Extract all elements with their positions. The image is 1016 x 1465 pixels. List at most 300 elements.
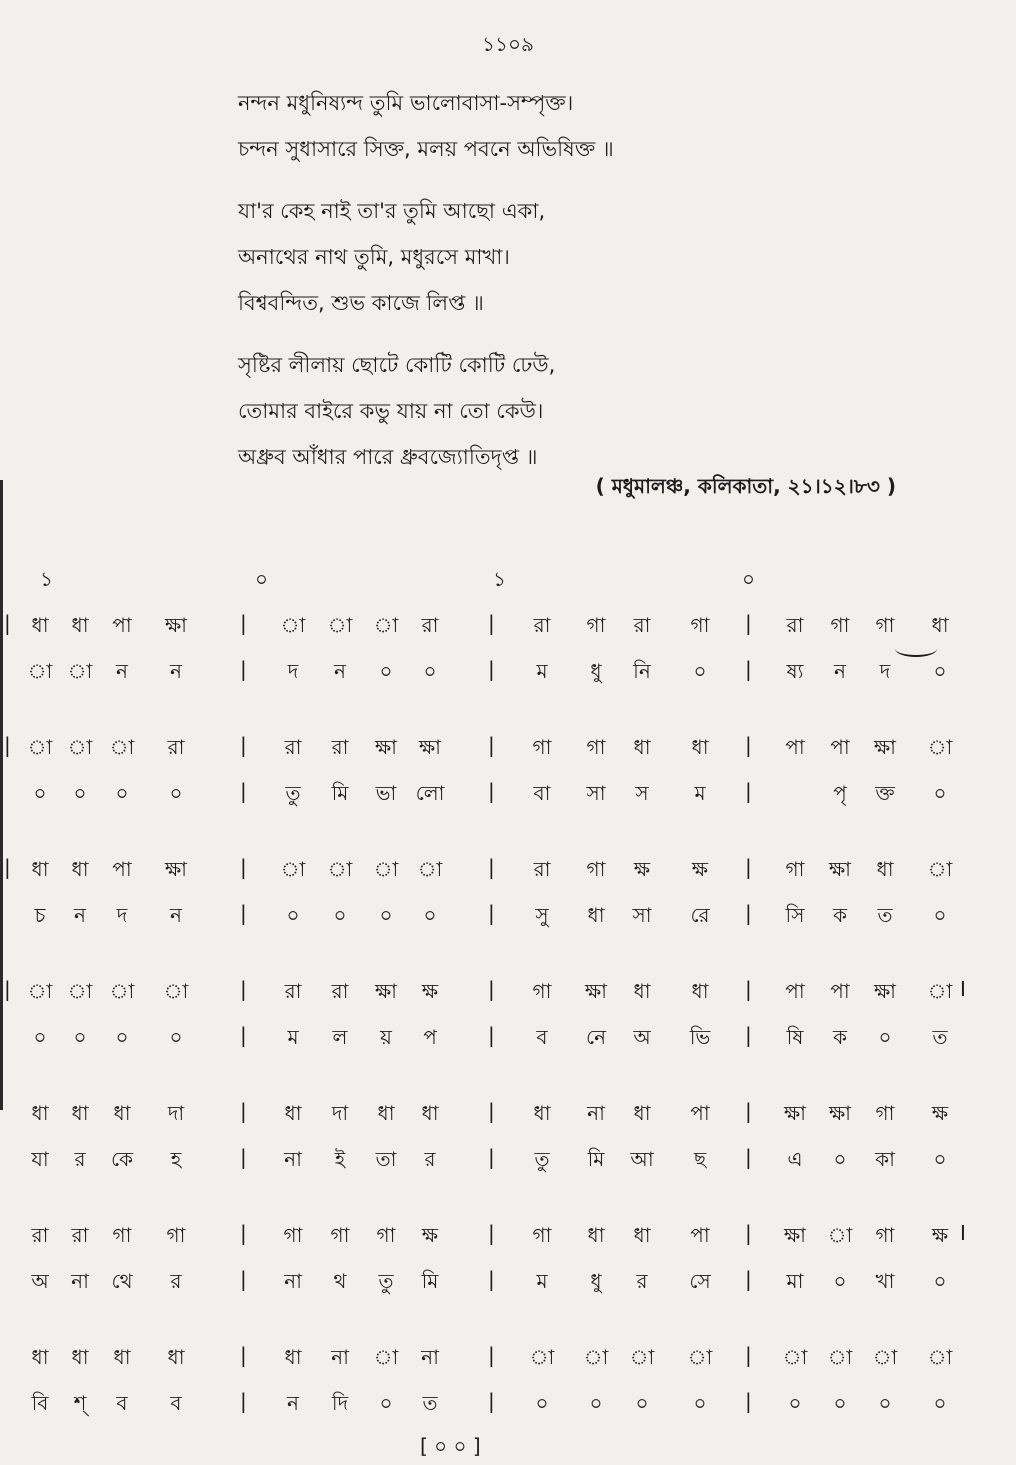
- bani-syllable: ই: [334, 1147, 346, 1171]
- bani-syllable: ভি: [689, 1025, 711, 1049]
- swar-note: পা: [690, 1101, 710, 1125]
- swar-note: ক্ষা: [164, 857, 187, 881]
- swar-note: গা: [532, 1223, 552, 1247]
- swar-note: ধা: [71, 1345, 89, 1369]
- swar-note: ক্ষ: [633, 857, 651, 881]
- notation-block: [0, 969, 1016, 1061]
- division-bar: |: [240, 901, 247, 925]
- swar-note: রা: [533, 613, 551, 637]
- swar-note: গা: [875, 613, 895, 637]
- swar-note: ধা: [31, 1345, 49, 1369]
- swar-note: া: [927, 979, 953, 1003]
- swar-note: পা: [785, 735, 805, 759]
- swar-note: ক্ষ: [931, 1101, 949, 1125]
- swar-note: া: [109, 735, 135, 759]
- swar-note: রা: [331, 735, 349, 759]
- bani-syllable: া: [27, 659, 53, 683]
- bani-syllable: ০: [115, 781, 129, 805]
- notation-block: [0, 725, 1016, 817]
- swar-note: দা: [331, 1101, 349, 1125]
- swar-note: না: [421, 1345, 439, 1369]
- swar-note: ক্ষা: [828, 1101, 851, 1125]
- swar-note: ধা: [167, 1345, 185, 1369]
- swar-note: গা: [283, 1223, 303, 1247]
- bani-syllable: ০: [115, 1025, 129, 1049]
- bani-syllable: নি: [633, 659, 651, 683]
- bani-syllable: ষি: [786, 1025, 804, 1049]
- division-bar: |: [745, 977, 752, 1001]
- swar-note: ধা: [587, 1223, 605, 1247]
- division-bar: |: [488, 1343, 495, 1367]
- division-bar: |: [488, 1389, 495, 1413]
- bani-syllable: া: [67, 659, 93, 683]
- taal-marks-row: [0, 545, 1016, 603]
- bani-row: [0, 1137, 1016, 1183]
- bani-syllable: ন: [116, 659, 128, 683]
- swar-note: া: [629, 1345, 655, 1369]
- bani-syllable: ত: [932, 1025, 948, 1049]
- swar-note: ধা: [633, 1223, 651, 1247]
- division-bar: |: [745, 901, 752, 925]
- swar-note: গা: [532, 979, 552, 1003]
- bani-syllable: ০: [693, 659, 707, 683]
- bani-syllable: তা: [375, 1147, 397, 1171]
- swar-note: গা: [830, 613, 850, 637]
- bani-syllable: দ: [879, 659, 891, 683]
- bani-syllable: ০: [933, 1391, 947, 1415]
- swar-note: া: [373, 1345, 399, 1369]
- taal-mark: ০: [742, 567, 756, 591]
- swar-note: গা: [532, 735, 552, 759]
- bani-syllable: ত: [422, 1391, 438, 1415]
- bani-row: [0, 893, 1016, 939]
- swar-note: গা: [330, 1223, 350, 1247]
- swar-note: া: [529, 1345, 555, 1369]
- notation-block: [0, 847, 1016, 939]
- bani-syllable: বি: [31, 1391, 49, 1415]
- notation-blocks: [0, 603, 1016, 1427]
- bani-syllable: ভা: [375, 781, 397, 805]
- bani-syllable: নে: [585, 1025, 607, 1049]
- row-end-mark: I: [960, 977, 966, 1001]
- division-bar: |: [240, 1343, 247, 1367]
- bani-syllable: ০: [33, 781, 47, 805]
- division-bar: |: [745, 1099, 752, 1123]
- swar-note: া: [280, 613, 306, 637]
- swar-note: া: [417, 857, 443, 881]
- bani-syllable: মি: [421, 1269, 439, 1293]
- bani-syllable: ০: [933, 1147, 947, 1171]
- slur-mark: [895, 641, 937, 657]
- swar-note: ধা: [931, 613, 949, 637]
- bani-syllable: স: [635, 781, 649, 805]
- bani-syllable: ক: [833, 903, 847, 927]
- division-bar: |: [240, 1389, 247, 1413]
- bani-syllable: ০: [286, 903, 300, 927]
- bani-syllable: ০: [933, 659, 947, 683]
- swar-note: গা: [376, 1223, 396, 1247]
- swar-note: ক্ষা: [783, 1101, 806, 1125]
- bani-syllable: ন: [834, 659, 846, 683]
- bani-syllable: ন: [287, 1391, 299, 1415]
- bani-syllable: য়: [380, 1025, 392, 1049]
- division-bar: |: [240, 1221, 247, 1245]
- swar-note: ক্ষ: [691, 857, 709, 881]
- notation-block: [0, 603, 1016, 695]
- bani-syllable: ০: [833, 1147, 847, 1171]
- bani-syllable: র: [74, 1147, 86, 1171]
- swar-note: া: [67, 979, 93, 1003]
- swar-note: ধা: [71, 613, 89, 637]
- bani-syllable: ন: [74, 903, 86, 927]
- bani-syllable: সা: [586, 781, 606, 805]
- swar-note: ক্ষ: [421, 979, 439, 1003]
- bani-syllable: থ: [333, 1269, 347, 1293]
- division-bar: |: [240, 1099, 247, 1123]
- swar-note: া: [583, 1345, 609, 1369]
- swar-note: া: [373, 857, 399, 881]
- bani-syllable: খা: [875, 1269, 895, 1293]
- swar-note: রা: [31, 1223, 49, 1247]
- bani-syllable: থে: [111, 1269, 133, 1293]
- swar-note: ধা: [113, 1101, 131, 1125]
- division-bar: |: [240, 657, 247, 681]
- bani-syllable: অ: [633, 1025, 651, 1049]
- swaralipi-notation: [0, 545, 1016, 1457]
- bani-syllable: ব: [170, 1391, 182, 1415]
- swar-note: ধা: [691, 979, 709, 1003]
- division-bar: |: [240, 1267, 247, 1291]
- bani-row: [0, 771, 1016, 817]
- division-bar: |: [745, 855, 752, 879]
- division-bar: |: [488, 855, 495, 879]
- swar-row: [0, 1091, 1016, 1137]
- division-bar: |: [745, 733, 752, 757]
- bani-syllable: ক: [833, 1025, 847, 1049]
- swar-note: া: [782, 1345, 808, 1369]
- bani-syllable: ল: [332, 1025, 348, 1049]
- bani-syllable: প: [423, 1025, 437, 1049]
- division-bar: |: [745, 1221, 752, 1245]
- swar-note: ক্ষা: [873, 735, 896, 759]
- bani-syllable: র: [636, 1269, 648, 1293]
- swar-note: গা: [785, 857, 805, 881]
- division-bar: |: [745, 1267, 752, 1291]
- swar-note: দা: [167, 1101, 185, 1125]
- swar-note: ক্ষ: [421, 1223, 439, 1247]
- bani-syllable: ০: [535, 1391, 549, 1415]
- row-start-mark: |: [4, 733, 11, 757]
- swar-note: রা: [533, 857, 551, 881]
- division-bar: |: [745, 1145, 752, 1169]
- division-bar: |: [488, 1023, 495, 1047]
- lyric-line: বিশ্ববন্দিত, শুভ কাজে লিপ্ত ॥: [238, 291, 484, 315]
- swar-note: া: [687, 1345, 713, 1369]
- lyric-line: তোমার বাইরে কভু যায় না তো কেউ।: [238, 399, 544, 423]
- swar-note: রা: [284, 735, 302, 759]
- swar-note: ধা: [691, 735, 709, 759]
- swar-note: গা: [875, 1101, 895, 1125]
- swar-note: ধা: [533, 1101, 551, 1125]
- bani-syllable: পৃ: [833, 781, 847, 805]
- bani-syllable: তু: [285, 781, 301, 805]
- swar-note: পা: [690, 1223, 710, 1247]
- notation-block: [0, 1091, 1016, 1183]
- bani-syllable: ম: [694, 781, 706, 805]
- song-lyrics: [238, 80, 958, 496]
- division-bar: |: [240, 1145, 247, 1169]
- division-bar: |: [488, 1145, 495, 1169]
- bani-syllable: ০: [379, 659, 393, 683]
- division-bar: |: [745, 1343, 752, 1367]
- bani-syllable: বা: [533, 781, 551, 805]
- taal-mark: ১: [40, 567, 53, 591]
- bani-syllable: আ: [630, 1147, 654, 1171]
- bani-syllable: দ: [116, 903, 128, 927]
- bani-syllable: ন: [170, 659, 182, 683]
- bani-syllable: মি: [587, 1147, 605, 1171]
- swar-note: রা: [633, 613, 651, 637]
- swar-note: গা: [586, 857, 606, 881]
- division-bar: |: [745, 1023, 752, 1047]
- bani-syllable: ম: [287, 1025, 299, 1049]
- lyric-line: যা'র কেহ নাই তা'র তুমি আছো একা,: [238, 199, 546, 223]
- row-start-mark: |: [4, 611, 11, 635]
- bani-syllable: অ: [31, 1269, 49, 1293]
- swar-note: া: [327, 857, 353, 881]
- division-bar: |: [488, 977, 495, 1001]
- swar-note: রা: [331, 979, 349, 1003]
- bani-syllable: ক্ত: [875, 781, 895, 805]
- bani-syllable: ত: [877, 903, 893, 927]
- division-bar: |: [488, 657, 495, 681]
- bani-row: [0, 1015, 1016, 1061]
- bani-syllable: সু: [535, 903, 549, 927]
- swar-note: গা: [112, 1223, 132, 1247]
- swar-note: রা: [167, 735, 185, 759]
- swar-row: [0, 847, 1016, 893]
- swar-note: া: [27, 735, 53, 759]
- bani-syllable: ষ্য: [786, 659, 804, 683]
- bani-syllable: ০: [73, 781, 87, 805]
- swar-note: না: [331, 1345, 349, 1369]
- taal-mark: ১: [493, 567, 506, 591]
- division-bar: |: [488, 779, 495, 803]
- bani-syllable: ০: [933, 1269, 947, 1293]
- bani-syllable: ম: [536, 659, 548, 683]
- swar-note: গা: [166, 1223, 186, 1247]
- division-bar: |: [745, 657, 752, 681]
- division-bar: |: [240, 779, 247, 803]
- swar-note: গা: [586, 735, 606, 759]
- swar-note: রা: [284, 979, 302, 1003]
- division-bar: |: [240, 855, 247, 879]
- lyric-line: অনাথের নাথ তুমি, মধুরসে মাখা।: [238, 245, 510, 269]
- bani-syllable: সা: [632, 903, 652, 927]
- swar-note: ক্ষা: [418, 735, 441, 759]
- swar-note: ক্ষা: [783, 1223, 806, 1247]
- swar-row: [0, 1213, 1016, 1259]
- bani-syllable: ধু: [590, 1269, 602, 1293]
- swar-note: ধা: [876, 857, 894, 881]
- bani-syllable: যা: [31, 1147, 49, 1171]
- swar-note: পা: [785, 979, 805, 1003]
- bani-syllable: রে: [690, 903, 710, 927]
- swar-note: গা: [586, 613, 606, 637]
- bani-syllable: ০: [693, 1391, 707, 1415]
- lyric-line: অধ্রুব আঁধার পারে ধ্রুবজ্যোতিদৃপ্ত ॥: [238, 445, 538, 469]
- division-bar: |: [488, 1221, 495, 1245]
- taal-mark: ০: [255, 567, 269, 591]
- bani-syllable: লো: [415, 781, 445, 805]
- bani-syllable: দি: [331, 1391, 349, 1415]
- division-bar: |: [240, 1023, 247, 1047]
- swar-note: পা: [112, 613, 132, 637]
- swar-note: া: [67, 735, 93, 759]
- lyric-stanza: [238, 342, 958, 480]
- swar-note: ধা: [31, 857, 49, 881]
- swar-note: ক্ষা: [873, 979, 896, 1003]
- swar-note: ধা: [284, 1345, 302, 1369]
- swar-note: া: [27, 979, 53, 1003]
- swar-note: ক্ষা: [584, 979, 607, 1003]
- bani-syllable: ০: [73, 1025, 87, 1049]
- bani-syllable: ব: [536, 1025, 548, 1049]
- swar-note: া: [827, 1223, 853, 1247]
- swar-note: ধা: [633, 1101, 651, 1125]
- bani-syllable: ০: [933, 781, 947, 805]
- swar-note: ধা: [113, 1345, 131, 1369]
- swar-note: ধা: [421, 1101, 439, 1125]
- bani-syllable: মা: [786, 1269, 804, 1293]
- bani-syllable: না: [71, 1269, 89, 1293]
- song-attribution: ( মধুমালঞ্চ, কলিকাতা, ২১।১২।৮৩ ): [595, 474, 896, 498]
- swar-note: রা: [71, 1223, 89, 1247]
- bani-syllable: না: [284, 1147, 302, 1171]
- bani-syllable: ন: [170, 903, 182, 927]
- bani-syllable: ছ: [693, 1147, 707, 1171]
- swar-note: ক্ষা: [374, 735, 397, 759]
- footer-mark: [ ০ ০ ]: [420, 1434, 481, 1458]
- bani-syllable: ০: [379, 903, 393, 927]
- swar-note: া: [163, 979, 189, 1003]
- bani-syllable: ০: [635, 1391, 649, 1415]
- swar-note: ক্ষা: [828, 857, 851, 881]
- bani-syllable: ০: [333, 903, 347, 927]
- notation-block: [0, 1335, 1016, 1427]
- swar-note: া: [109, 979, 135, 1003]
- division-bar: |: [488, 1099, 495, 1123]
- bani-syllable: চ: [34, 903, 46, 927]
- lyric-line: চন্দন সুধাসারে সিক্ত, মলয় পবনে অভিষিক্ত ॥: [238, 137, 614, 161]
- swar-row: [0, 725, 1016, 771]
- swar-note: পা: [830, 979, 850, 1003]
- swar-note: ধা: [377, 1101, 395, 1125]
- swar-note: া: [872, 1345, 898, 1369]
- swar-note: ক্ষা: [164, 613, 187, 637]
- bani-syllable: র: [424, 1147, 436, 1171]
- bani-syllable: সে: [689, 1269, 711, 1293]
- bani-syllable: না: [284, 1269, 302, 1293]
- swar-note: ধা: [633, 979, 651, 1003]
- division-bar: |: [488, 901, 495, 925]
- bani-syllable: ০: [169, 1025, 183, 1049]
- division-bar: |: [745, 779, 752, 803]
- bani-syllable: দ: [287, 659, 299, 683]
- lyric-line: সৃষ্টির লীলায় ছোটে কোটি কোটি ঢেউ,: [238, 353, 556, 377]
- swar-note: া: [280, 857, 306, 881]
- bani-syllable: তু: [534, 1147, 550, 1171]
- swar-note: পা: [830, 735, 850, 759]
- lyric-line: নন্দন মধুনিষ্যন্দ তুমি ভালোবাসা-সম্পৃক্ত।: [238, 91, 574, 115]
- bani-syllable: ০: [379, 1391, 393, 1415]
- swar-note: ধা: [31, 613, 49, 637]
- bani-syllable: ০: [878, 1391, 892, 1415]
- bani-syllable: কা: [875, 1147, 895, 1171]
- division-bar: |: [240, 977, 247, 1001]
- division-bar: |: [488, 1267, 495, 1291]
- row-start-mark: |: [4, 855, 11, 879]
- row-start-mark: |: [4, 977, 11, 1001]
- bani-syllable: ০: [788, 1391, 802, 1415]
- swar-note: ধা: [633, 735, 651, 759]
- division-bar: |: [240, 733, 247, 757]
- bani-syllable: শ্: [73, 1391, 87, 1415]
- swar-note: ক্ষ: [931, 1223, 949, 1247]
- swar-note: ক্ষা: [374, 979, 397, 1003]
- bani-row: [0, 1381, 1016, 1427]
- division-bar: |: [240, 611, 247, 635]
- swar-note: া: [927, 857, 953, 881]
- swar-note: া: [373, 613, 399, 637]
- bani-syllable: ০: [423, 903, 437, 927]
- bani-row: [0, 649, 1016, 695]
- swar-note: া: [827, 1345, 853, 1369]
- swar-note: ধা: [71, 1101, 89, 1125]
- swar-note: রা: [421, 613, 439, 637]
- bani-syllable: ধু: [590, 659, 602, 683]
- bani-syllable: ০: [423, 659, 437, 683]
- swar-note: গা: [690, 613, 710, 637]
- division-bar: |: [488, 611, 495, 635]
- bani-syllable: সি: [785, 903, 805, 927]
- lyric-stanza: [238, 188, 958, 326]
- bani-syllable: ০: [33, 1025, 47, 1049]
- bani-syllable: হ: [170, 1147, 182, 1171]
- bani-syllable: ০: [878, 1025, 892, 1049]
- swar-note: গা: [875, 1223, 895, 1247]
- notation-block: [0, 1213, 1016, 1305]
- bani-row: [0, 1259, 1016, 1305]
- swar-note: ধা: [71, 857, 89, 881]
- swar-note: রা: [786, 613, 804, 637]
- swar-note: া: [927, 735, 953, 759]
- bani-syllable: ধা: [587, 903, 605, 927]
- bani-syllable: ০: [933, 903, 947, 927]
- division-bar: |: [745, 611, 752, 635]
- bani-syllable: ব: [116, 1391, 128, 1415]
- swar-note: া: [327, 613, 353, 637]
- page-number: ১১০৯: [482, 32, 534, 56]
- swar-row: [0, 1335, 1016, 1381]
- swar-note: না: [587, 1101, 605, 1125]
- bani-syllable: ০: [589, 1391, 603, 1415]
- swar-row: [0, 969, 1016, 1015]
- swar-row: [0, 603, 1016, 649]
- bani-syllable: ম: [536, 1269, 548, 1293]
- swar-note: পা: [112, 857, 132, 881]
- bani-syllable: ০: [833, 1391, 847, 1415]
